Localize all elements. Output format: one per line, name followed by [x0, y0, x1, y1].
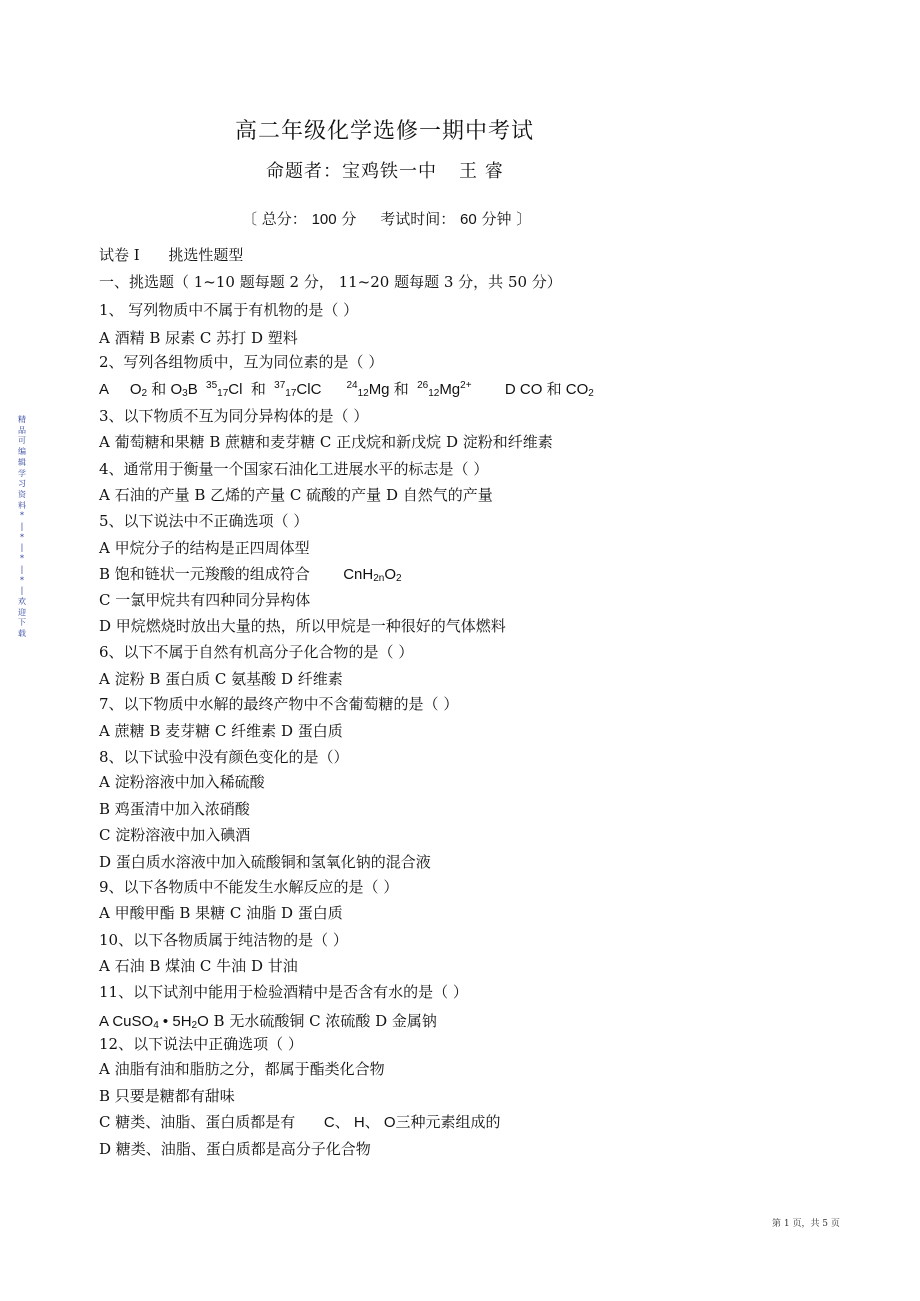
- q11-options: [99, 1010, 437, 1031]
- q2-b-sup1: 35: [206, 380, 218, 391]
- q2-c-sub2: 12: [428, 388, 440, 399]
- q12-c-elements: C、 H、 O: [323, 1114, 396, 1131]
- sidebar-char: |: [20, 564, 24, 574]
- q1-options: A 酒精 B 尿素 C 苏打 D 塑料: [99, 329, 298, 347]
- q2-c-el1: Mg: [368, 381, 390, 398]
- q2-a-o2: O: [129, 381, 142, 398]
- q2-a-o2-sub: 2: [141, 388, 148, 399]
- q11-a-o: O: [197, 1013, 209, 1030]
- paper-label: 试卷 I: [99, 246, 140, 264]
- q2-c-sup2: 26: [417, 380, 429, 391]
- sidebar-char: 学: [18, 468, 26, 478]
- q2-c-charge: 2+: [460, 380, 472, 391]
- q2-a-o3-sub: 3: [182, 388, 188, 399]
- q10-stem: 10、以下各物质属于纯洁物的是（ ）: [99, 931, 348, 949]
- q2-stem: 2、写列各组物质中，互为同位素的是（ ）: [99, 353, 384, 371]
- q5-option-a: A 甲烷分子的结构是正四周体型: [99, 539, 310, 557]
- q12-c-text: C 糖类、油脂、蛋白质都是有: [99, 1113, 296, 1131]
- sidebar-char: 品: [18, 425, 26, 435]
- sidebar-char: 可: [18, 436, 26, 446]
- q8-option-b: B 鸡蛋清中加入浓硝酸: [99, 800, 250, 818]
- q9-stem: 9、以下各物质中不能发生水解反应的是（ ）: [99, 878, 399, 896]
- sidebar-char: *: [20, 575, 24, 585]
- q12-stem: 12、以下说法中正确选项（ ）: [99, 1035, 303, 1053]
- q3-options: A 葡萄糖和果糖 B 蔗糖和麦芽糖 C 正戊烷和新戊烷 D 淀粉和纤维素: [99, 433, 553, 451]
- sidebar-char: 编: [18, 447, 26, 457]
- q5-option-b: [99, 563, 402, 584]
- q7-options: A 蔗糖 B 麦芽糖 C 纤维素 D 蛋白质: [99, 722, 343, 740]
- author-line: [266, 157, 504, 183]
- sidebar-char: 下: [18, 618, 26, 628]
- q12-option-c: [99, 1111, 501, 1132]
- q2-b-letter: B: [187, 381, 198, 398]
- sidebar-char: 欢: [18, 596, 26, 606]
- sidebar-char: 辑: [18, 457, 26, 467]
- q11-stem: 11、以下试剂中能用于检验酒精中是否含有水的是（ ）: [99, 983, 468, 1001]
- q8-option-c: C 淀粉溶液中加入碘酒: [99, 826, 251, 844]
- q2-b-sub2: 17: [285, 388, 297, 399]
- part1-title: 一、挑选题（ 1~10 题每题 2 分， 11~20 题每题 3 分，共 50 分）: [99, 273, 562, 291]
- q2-a-o3: O: [170, 381, 183, 398]
- time-unit: 分钟 〕: [481, 210, 532, 228]
- sidebar-char: 习: [18, 479, 26, 489]
- q2-a-letter: A: [99, 381, 110, 398]
- q5-option-d: D 甲烷燃烧时放出大量的热，所以甲烷是一种很好的气体燃料: [99, 617, 506, 635]
- sidebar-char: 迎: [18, 607, 26, 617]
- q2-options: [99, 378, 594, 399]
- q7-stem: 7、以下物质中水解的最终产物中不含葡萄糖的是（ ）: [99, 695, 459, 713]
- sidebar-char: *: [20, 532, 24, 542]
- q2-b-and: 和: [250, 380, 266, 398]
- sidebar-char: 资: [18, 489, 26, 499]
- paper-section-heading: [99, 244, 243, 265]
- q8-option-a: A 淀粉溶液中加入稀硫酸: [99, 773, 265, 791]
- q2-a-and: 和: [151, 380, 167, 398]
- q4-stem: 4、通常用于衡量一个国家石油化工进展水平的标志是（ ）: [99, 460, 489, 478]
- author-name: 王 睿: [459, 161, 504, 182]
- sidebar-char: *: [20, 554, 24, 564]
- q2-c-el2: Mg: [439, 381, 461, 398]
- q1-stem: 1、 写列物质中不属于有机物的是（ ）: [99, 301, 359, 319]
- q11-a-sub4: 4: [153, 1020, 159, 1031]
- q5-b-formula-a: CnH: [343, 566, 374, 583]
- q2-b-el2: ClC: [296, 381, 322, 398]
- q3-stem: 3、以下物质不互为同分异构体的是（ ）: [99, 407, 369, 425]
- q10-options: A 石油 B 煤油 C 牛油 D 甘油: [99, 957, 298, 975]
- q2-c-sup1: 24: [346, 380, 358, 391]
- q2-c-and: 和: [393, 380, 409, 398]
- score-unit: 分: [341, 210, 357, 228]
- sidebar-char: |: [20, 586, 24, 596]
- paper-type: 挑选性题型: [168, 246, 244, 264]
- q5-b-formula-c: O: [384, 566, 396, 583]
- sidebar-char: 载: [18, 629, 26, 639]
- q9-options: A 甲酸甲酯 B 果糖 C 油脂 D 蛋白质: [99, 904, 343, 922]
- q5-b-formula-d: 2: [396, 573, 402, 584]
- author-label: 命题者：宝鸡铁一中: [266, 161, 437, 182]
- q5-b-formula-b: 2n: [373, 573, 385, 584]
- score-time-line: [242, 208, 531, 229]
- q11-a-formula: A CuSO: [99, 1013, 154, 1030]
- sidebar-char: 料: [18, 500, 26, 510]
- q2-b-sup2: 37: [274, 380, 286, 391]
- score-total: 100: [311, 211, 337, 228]
- q6-stem: 6、以下不属于自然有机高分子化合物的是（ ）: [99, 643, 414, 661]
- q5-stem: 5、以下说法中不正确选项（ ）: [99, 512, 309, 530]
- q8-option-d: D 蛋白质水溶液中加入硫酸铜和氢氧化钠的混合液: [99, 853, 431, 871]
- sidebar-char: *: [20, 511, 24, 521]
- q2-d-sub: 2: [588, 388, 594, 399]
- q2-b-sub1: 17: [217, 388, 229, 399]
- q2-b-el1: Cl: [228, 381, 243, 398]
- q11-other-options: B 无水硫酸铜 C 浓硫酸 D 金属钠: [208, 1012, 437, 1030]
- q2-d-text: D CO 和 CO: [504, 381, 589, 398]
- q12-option-b: B 只要是糖都有甜味: [99, 1087, 235, 1105]
- sidebar-watermark: [17, 415, 27, 640]
- q12-option-d: D 糖类、油脂、蛋白质都是高分子化合物: [99, 1140, 371, 1158]
- page-number: 第 1 页，共 5 页: [772, 1219, 840, 1229]
- time-value: 60: [460, 211, 477, 228]
- q12-c-tail: 三种元素组成的: [395, 1113, 501, 1131]
- score-label: 〔 总分：: [242, 210, 307, 228]
- time-label: 考试时间：: [380, 210, 456, 228]
- q4-options: A 石油的产量 B 乙烯的产量 C 硫酸的产量 D 自然气的产量: [99, 486, 493, 504]
- q6-options: A 淀粉 B 蛋白质 C 氨基酸 D 纤维素: [99, 670, 343, 688]
- sidebar-char: |: [20, 543, 24, 553]
- exam-title: 高二年级化学选修一期中考试: [235, 119, 535, 144]
- q12-option-a: A 油脂有油和脂肪之分，都属于酯类化合物: [99, 1060, 385, 1078]
- sidebar-char: 精: [18, 415, 26, 424]
- q5-option-c: C 一氯甲烷共有四种同分异构体: [99, 591, 311, 609]
- q8-stem: 8、以下试验中没有颜色变化的是（）: [99, 748, 349, 766]
- q2-c-sub1: 12: [357, 388, 369, 399]
- q11-a-sub2: 2: [191, 1020, 198, 1031]
- sidebar-char: |: [20, 522, 24, 532]
- q5-b-text: B 饱和链状一元羧酸的组成符合: [99, 565, 310, 583]
- q11-a-dot: • 5H: [158, 1013, 192, 1030]
